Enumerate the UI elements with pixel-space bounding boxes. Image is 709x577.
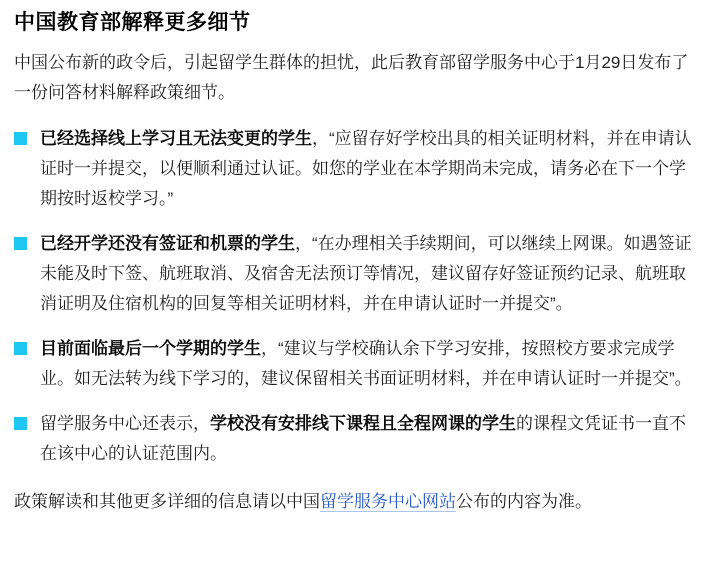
- bullet-rest-text: 的课程文凭证书一直不在该中心的认证范围内。: [40, 414, 686, 463]
- list-item: [14, 334, 695, 394]
- bullet-list: [14, 124, 695, 469]
- intro-paragraph: 中国公布新的政令后，引起留学生群体的担忧，此后教育部留学服务中心于1月29日发布了一份问答材料解释政策细节。: [14, 53, 689, 102]
- bullet-pre-text: 留学服务中心还表示，: [40, 414, 210, 433]
- bullet-rest-text: ，“应留存好学校出具的相关证明材料，并在申请认证时一并提交，以便顺利通过认证。如您的学业在本学期尚未完成，请务必在下一个学期按时返校学习。”: [40, 129, 692, 208]
- service-center-link[interactable]: 留学服务中心网站: [320, 492, 456, 511]
- bullet-bold-text: 已经选择线上学习且无法变更的学生: [40, 129, 312, 148]
- bullet-square-icon: [14, 342, 27, 355]
- footer-note: [14, 487, 695, 517]
- bullet-rest-text: ，“建议与学校确认余下学习安排，按照校方要求完成学业。如无法转为线下学习的，建议保留相关书面证明材料，并在申请认证时一并提交”。: [40, 339, 692, 388]
- bullet-bold-text: 学校没有安排线下课程且全程网课的学生: [210, 414, 516, 433]
- list-item: [14, 229, 695, 319]
- bullet-square-icon: [14, 417, 27, 430]
- footer-post-text: 公布的内容为准。: [456, 492, 592, 511]
- article-title: 中国教育部解释更多细节: [14, 11, 251, 34]
- bullet-square-icon: [14, 132, 27, 145]
- bullet-rest-text: ，“在办理相关手续期间，可以继续上网课。如遇签证未能及时下签、航班取消、及宿舍无法预订等情况，建议留存好签证预约记录、航班取消证明及住宿机构的回复等相关证明材料，并在申请认证时一并提交”。: [40, 234, 692, 313]
- list-item: [14, 409, 695, 469]
- bullet-bold-text: 目前面临最后一个学期的学生: [40, 339, 261, 358]
- bullet-bold-text: 已经开学还没有签证和机票的学生: [40, 234, 295, 253]
- footer-pre-text: 政策解读和其他更多详细的信息请以中国: [14, 492, 320, 511]
- bullet-square-icon: [14, 237, 27, 250]
- list-item: [14, 124, 695, 214]
